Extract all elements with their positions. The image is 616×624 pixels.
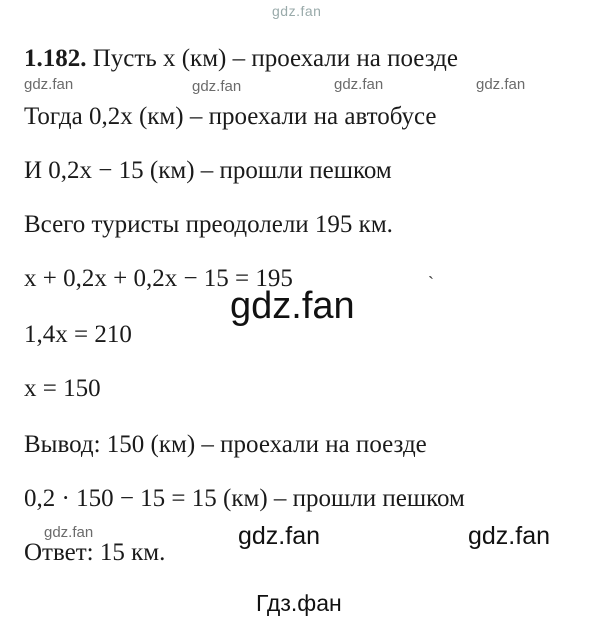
solution-line-6: 1,4x = 210	[24, 321, 132, 348]
watermark-top: gdz.fan	[272, 3, 322, 19]
watermark-medium-2: gdz.fan	[468, 522, 551, 550]
solution-line-5: x + 0,2x + 0,2x − 15 = 195	[24, 265, 293, 292]
solution-line-4: Всего туристы преодолели 195 км.	[24, 211, 393, 238]
watermark-small-5: gdz.fan	[44, 524, 94, 541]
solution-line-8: Вывод: 150 (км) – проехали на поезде	[24, 431, 427, 458]
mark-glyph: ˋ	[428, 273, 434, 293]
solution-line-1	[24, 44, 458, 74]
solution-line-2: Тогда 0,2x (км) – проехали на автобусе	[24, 103, 437, 130]
watermark-large: gdz.fan	[230, 285, 355, 327]
solution-line-9: 0,2 · 150 − 15 = 15 (км) – прошли пешком	[24, 485, 465, 512]
watermark-bottom: Гдз.фан	[256, 590, 342, 616]
problem-number: 1.182.	[24, 45, 87, 72]
watermark-small-4: gdz.fan	[476, 76, 526, 93]
solution-line-7: x = 150	[24, 375, 101, 402]
watermark-medium-1: gdz.fan	[238, 522, 321, 550]
line-text: Пусть x (км) – проехали на поезде	[92, 45, 458, 72]
solution-line-10: Ответ: 15 км.	[24, 539, 166, 566]
watermark-small-3: gdz.fan	[334, 76, 384, 93]
watermark-small-2: gdz.fan	[192, 78, 242, 95]
solution-line-3: И 0,2x − 15 (км) – прошли пешком	[24, 157, 392, 184]
watermark-small-1: gdz.fan	[24, 76, 74, 93]
